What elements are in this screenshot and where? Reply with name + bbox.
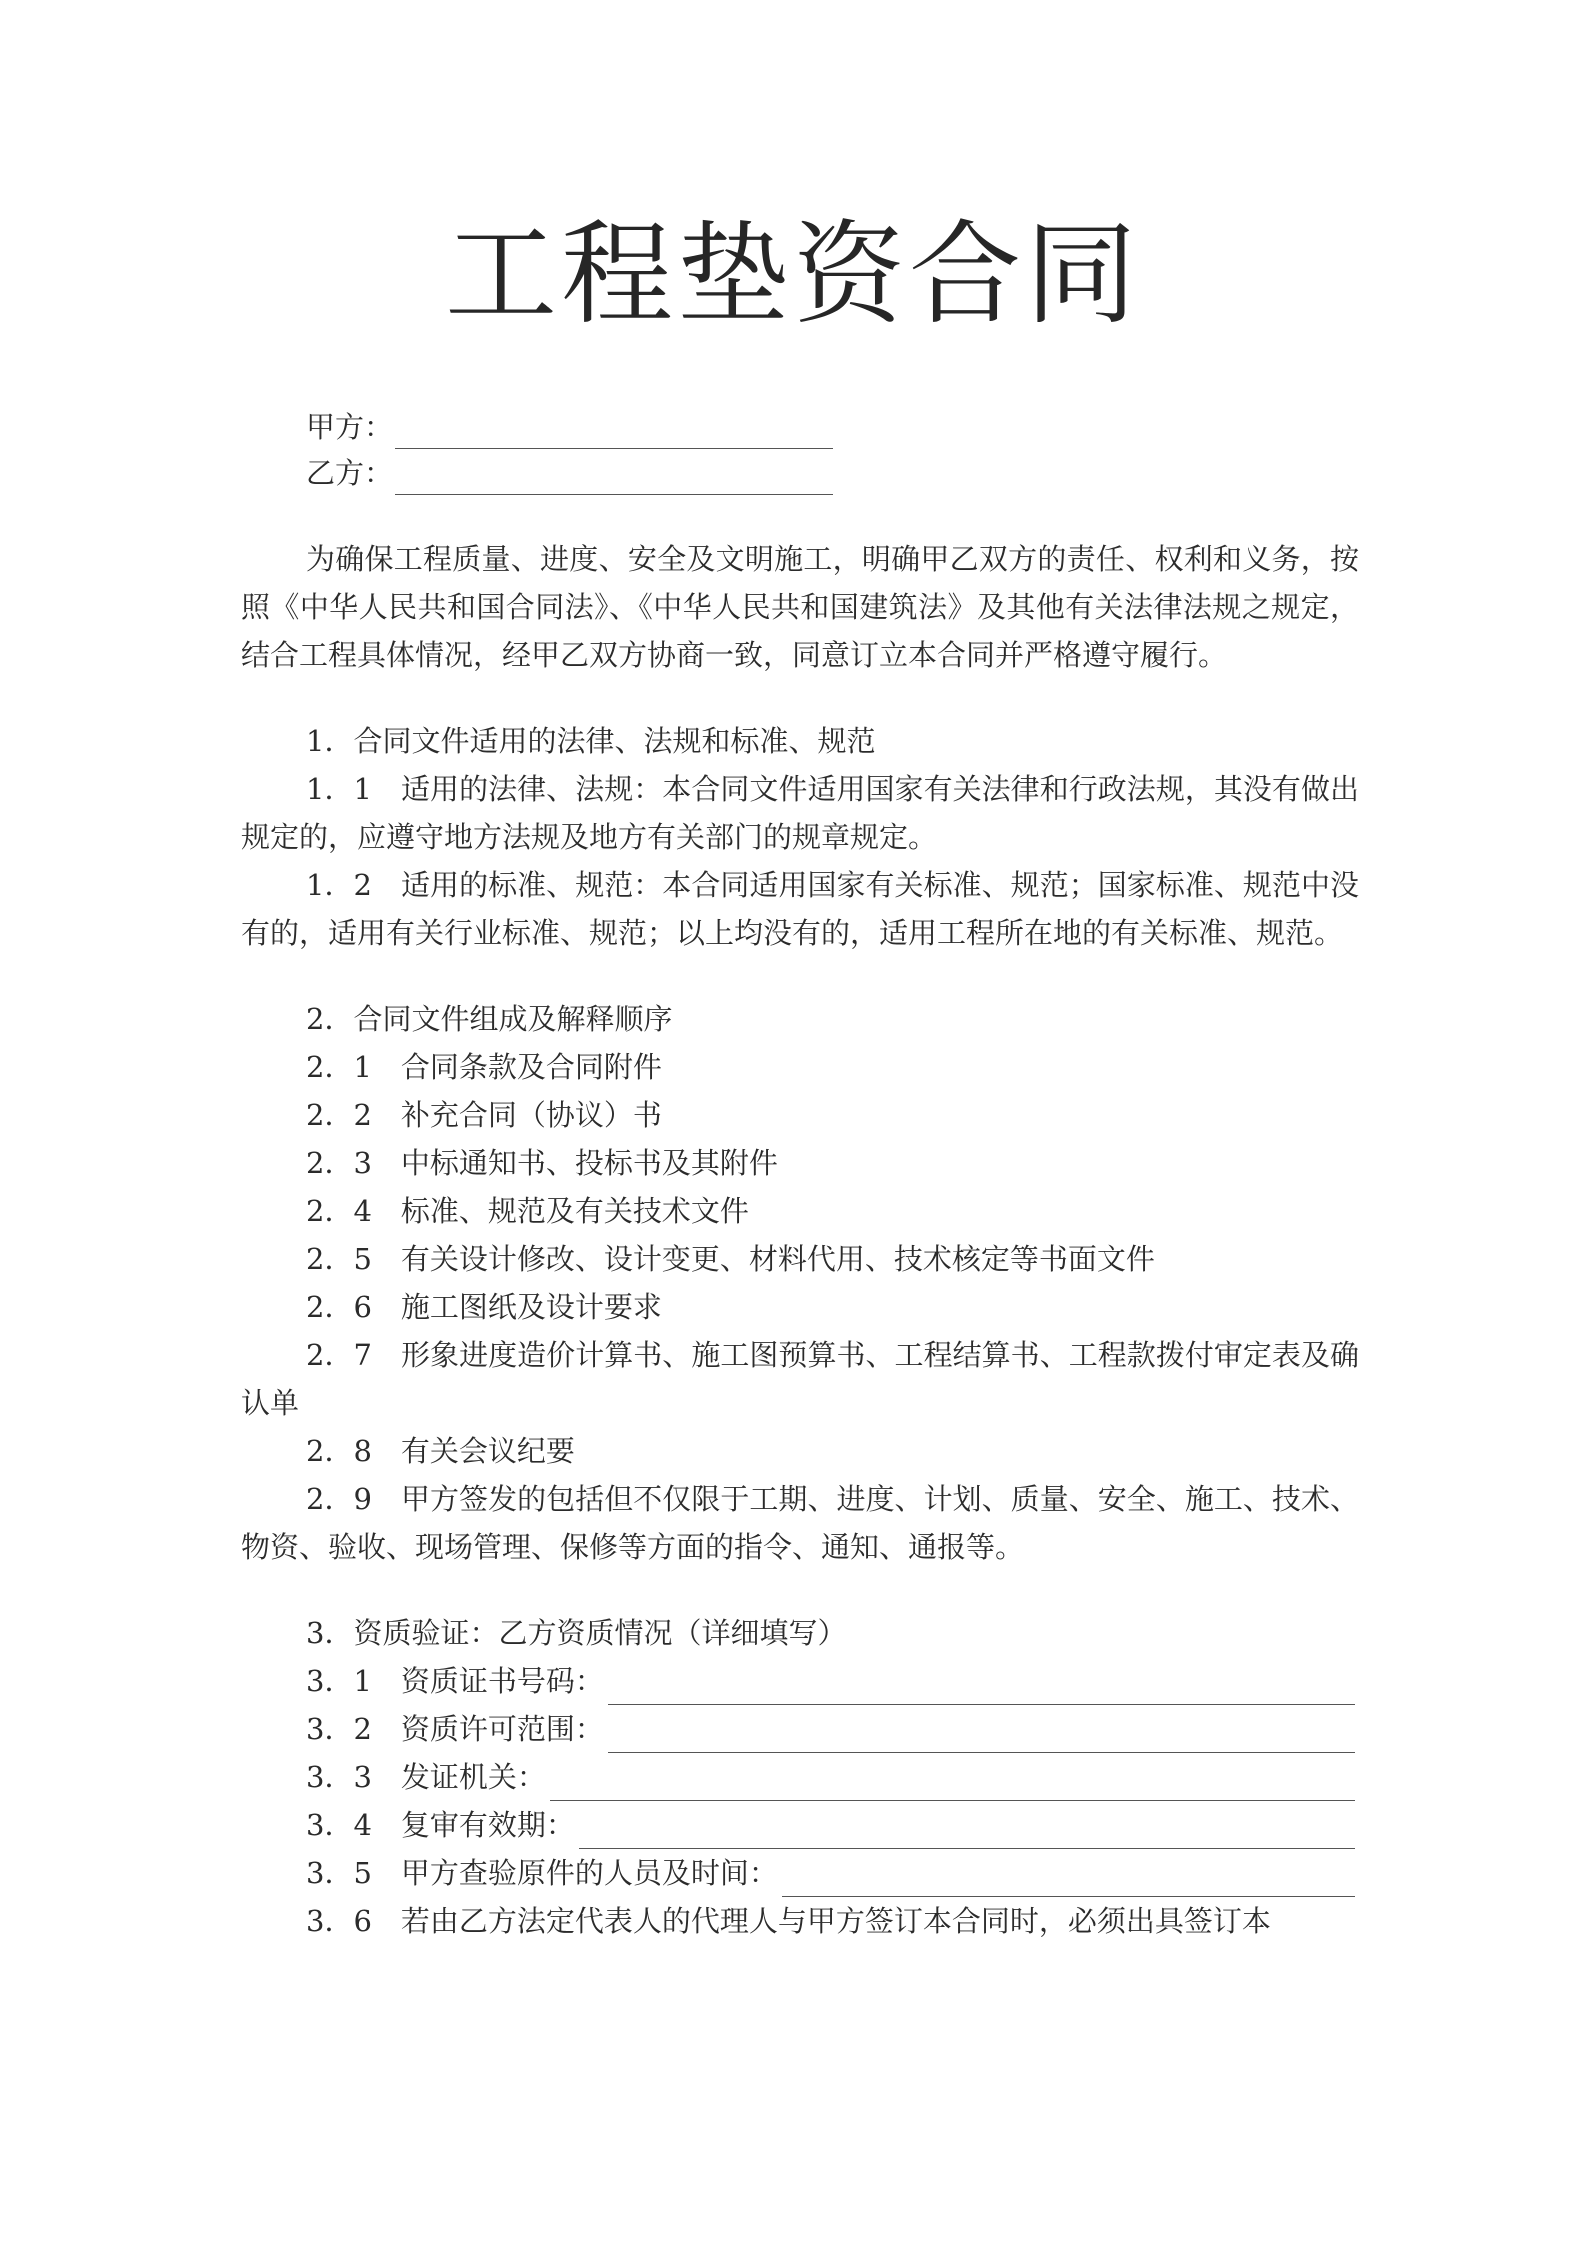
clause-2-8: 2．8 有关会议纪要 bbox=[306, 1434, 575, 1468]
clause-3-1-row bbox=[241, 1657, 1359, 1705]
clause-3-5-label: 3．5 甲方查验原件的人员及时间： bbox=[306, 1856, 778, 1890]
spacer bbox=[241, 957, 1359, 995]
party-a-line bbox=[306, 405, 833, 449]
clause-2-2: 2．2 补充合同（协议）书 bbox=[306, 1098, 662, 1132]
clause-3-1-label: 3．1 资质证书号码： bbox=[306, 1664, 604, 1698]
clause-2-3: 2．3 中标通知书、投标书及其附件 bbox=[306, 1146, 778, 1180]
spacer bbox=[241, 679, 1359, 717]
clause-3-4-label: 3．4 复审有效期： bbox=[306, 1808, 575, 1842]
clause-3-2-label: 3．2 资质许可范围： bbox=[306, 1712, 604, 1746]
clause-2-9: 2．9 甲方签发的包括但不仅限于工期、进度、计划、质量、安全、施工、技术、物资、验收、现场管理、保修等方面的指令、通知、通报等。 bbox=[241, 1482, 1359, 1564]
party-b-line bbox=[306, 451, 833, 495]
clause-3-5-row bbox=[241, 1849, 1359, 1897]
section-1-heading: 1．合同文件适用的法律、法规和标准、规范 bbox=[306, 724, 876, 758]
clause-3-3-label: 3．3 发证机关： bbox=[306, 1760, 546, 1794]
clause-3-4-blank bbox=[579, 1818, 1355, 1849]
clause-2-5: 2．5 有关设计修改、设计变更、材料代用、技术核定等书面文件 bbox=[306, 1242, 1155, 1276]
party-a-label: 甲方： bbox=[306, 410, 394, 444]
clause-1-2: 1．2 适用的标准、规范：本合同适用国家有关标准、规范；国家标准、规范中没有的，适用有关行业标准、规范；以上均没有的，适用工程所在地的有关标准、规范。 bbox=[241, 868, 1359, 950]
section-3-heading: 3．资质验证：乙方资质情况（详细填写） bbox=[306, 1616, 847, 1650]
page-title: 工程垫资合同 bbox=[445, 210, 1141, 340]
section-2-heading: 2．合同文件组成及解释顺序 bbox=[306, 1002, 673, 1036]
clause-3-3-blank bbox=[550, 1770, 1355, 1801]
clause-2-4: 2．4 标准、规范及有关技术文件 bbox=[306, 1194, 749, 1228]
clause-3-4-row bbox=[241, 1801, 1359, 1849]
spacer bbox=[241, 1571, 1359, 1609]
clause-2-1: 2．1 合同条款及合同附件 bbox=[306, 1050, 662, 1084]
clause-1-1: 1．1 适用的法律、法规：本合同文件适用国家有关法律和行政法规，其没有做出规定的，应遵守地方法规及地方有关部门的规章规定。 bbox=[241, 772, 1359, 854]
clause-2-6: 2．6 施工图纸及设计要求 bbox=[306, 1290, 662, 1324]
party-b-label: 乙方： bbox=[306, 456, 394, 490]
contract-body bbox=[241, 535, 1359, 1945]
clause-3-6: 3．6 若由乙方法定代表人的代理人与甲方签订本合同时，必须出具签订本 bbox=[306, 1904, 1271, 1938]
party-a-blank bbox=[395, 418, 833, 449]
clause-3-2-blank bbox=[608, 1722, 1355, 1753]
clause-3-1-blank bbox=[608, 1674, 1355, 1705]
clause-2-7: 2．7 形象进度造价计算书、施工图预算书、工程结算书、工程款拨付审定表及确认单 bbox=[241, 1338, 1359, 1420]
clause-3-3-row bbox=[241, 1753, 1359, 1801]
clause-3-5-blank bbox=[782, 1866, 1355, 1897]
clause-3-2-row bbox=[241, 1705, 1359, 1753]
party-b-blank bbox=[395, 464, 833, 495]
preamble-paragraph: 为确保工程质量、进度、安全及文明施工，明确甲乙双方的责任、权利和义务，按照《中华人民共和国合同法》、《中华人民共和国建筑法》及其他有关法律法规之规定，结合工程具体情况，经甲乙双方协商一致，同意订立本合同并严格遵守履行。 bbox=[241, 542, 1359, 672]
